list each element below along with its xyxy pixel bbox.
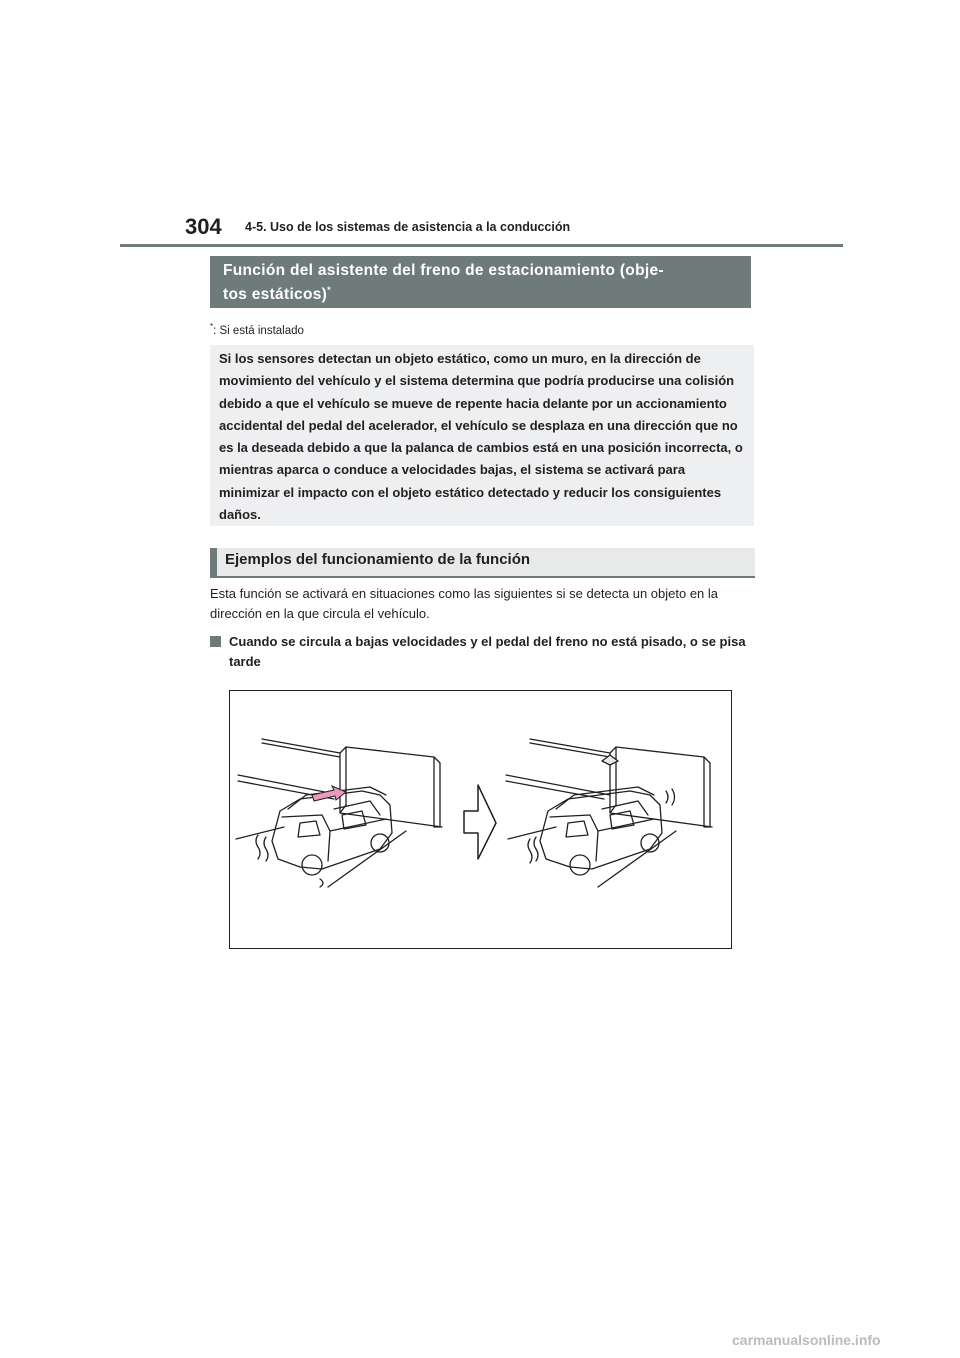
header-rule — [120, 244, 843, 247]
intro-box — [210, 345, 754, 526]
section-title-line1: Función del asistente del freno de estacionamiento (obje- — [223, 262, 664, 279]
title-footnote-marker: * — [327, 284, 331, 295]
footnote-marker: * — [210, 322, 214, 331]
watermark: carmanualsonline.info — [732, 1332, 881, 1348]
bullet-square-icon — [210, 636, 221, 647]
movement-arrow-icon — [312, 786, 346, 801]
section-title-line2: tos estáticos) — [223, 286, 328, 303]
footnote-text: : Si está instalado — [213, 324, 304, 337]
left-scene — [236, 739, 442, 887]
section-title-box — [210, 256, 751, 308]
intro-text: Si los sensores detectan un objeto estático, como un muro, en la dirección de movimiento del vehículo y el sistema determina que podría producirse una colisión debido a que el vehículo se mueve de repente hacia delante por un accionamiento accidental del pedal del acelerador, el vehículo se desplaza en una dirección que no es la deseada debido a que la palanca de cambios está en una posición incorrecta, o mientras aparca o conduce a velocidades bajas, el sistema se activará para minimizar el impacto con el objeto estático detectado y reducir los consiguientes daños. — [219, 351, 743, 523]
parking-illustration — [230, 691, 731, 948]
page-number: 304 — [185, 214, 222, 239]
examples-body-text: Esta función se activará en situaciones como las siguientes si se detecta un objeto en la dirección en la que circula el vehículo. — [210, 586, 719, 621]
transition-arrow-icon — [464, 785, 496, 859]
example-bullet-text: Cuando se circula a bajas velocidades y el pedal del freno no está pisado, o se pisa tarde — [229, 634, 746, 669]
running-header: 4-5. Uso de los sistemas de asistencia a la conducción — [245, 220, 571, 234]
illustration-frame — [229, 690, 732, 949]
example-bullet — [210, 632, 755, 672]
examples-heading: Ejemplos del funcionamiento de la función — [210, 548, 755, 578]
footnote — [210, 322, 304, 337]
right-scene — [506, 739, 712, 887]
